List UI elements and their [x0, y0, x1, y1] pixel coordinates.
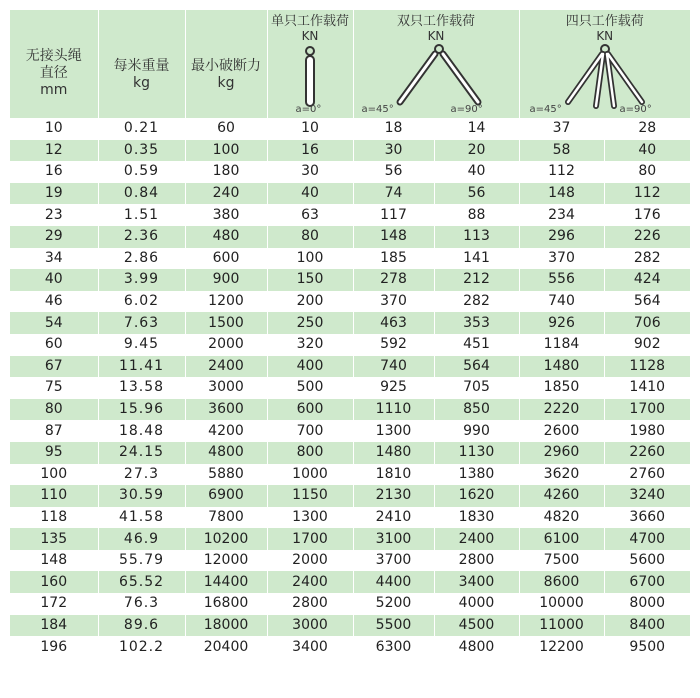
cell-breaking-force: 380 [185, 204, 267, 226]
angle-label-0: a=0° [295, 104, 322, 115]
cell-diameter: 95 [10, 442, 98, 464]
cell-diameter: 172 [10, 593, 98, 615]
cell-diameter: 29 [10, 226, 98, 248]
cell-diameter: 10 [10, 118, 98, 140]
table-row [10, 442, 690, 464]
cell-single-load: 1700 [267, 528, 353, 550]
cell-diameter: 46 [10, 291, 98, 313]
cell-quad-45: 3620 [519, 464, 604, 486]
cell-single-load: 1300 [267, 507, 353, 529]
table-row [10, 183, 690, 205]
cell-weight: 41.58 [98, 507, 185, 529]
header-breaking-unit: kg [217, 75, 235, 91]
cell-double-90: 850 [434, 399, 519, 421]
cell-quad-90: 1410 [604, 377, 690, 399]
cell-diameter: 110 [10, 485, 98, 507]
cell-diameter: 196 [10, 636, 98, 658]
cell-breaking-force: 1200 [185, 291, 267, 313]
cell-diameter: 19 [10, 183, 98, 205]
cell-quad-45: 58 [519, 140, 604, 162]
cell-quad-90: 3660 [604, 507, 690, 529]
cell-quad-45: 10000 [519, 593, 604, 615]
cell-single-load: 63 [267, 204, 353, 226]
cell-quad-45: 1480 [519, 356, 604, 378]
cell-breaking-force: 16800 [185, 593, 267, 615]
table-row [10, 161, 690, 183]
cell-diameter: 100 [10, 464, 98, 486]
cell-weight: 9.45 [98, 334, 185, 356]
cell-weight: 0.59 [98, 161, 185, 183]
cell-weight: 102.2 [98, 636, 185, 658]
cell-double-90: 1830 [434, 507, 519, 529]
cell-weight: 30.59 [98, 485, 185, 507]
cell-double-45: 5500 [353, 615, 434, 637]
table-row [10, 118, 690, 140]
cell-double-90: 282 [434, 291, 519, 313]
quad-sling-icon [560, 44, 650, 110]
cell-breaking-force: 2000 [185, 334, 267, 356]
cell-diameter: 75 [10, 377, 98, 399]
cell-diameter: 135 [10, 528, 98, 550]
header-single-title: 单只工作载荷 [270, 14, 349, 29]
cell-quad-45: 11000 [519, 615, 604, 637]
table-row [10, 269, 690, 291]
cell-single-load: 2000 [267, 550, 353, 572]
cell-quad-90: 8000 [604, 593, 690, 615]
cell-double-45: 30 [353, 140, 434, 162]
cell-breaking-force: 60 [185, 118, 267, 140]
cell-quad-45: 12200 [519, 636, 604, 658]
cell-double-90: 212 [434, 269, 519, 291]
header-weight-label: 每米重量 [113, 58, 170, 74]
cell-single-load: 30 [267, 161, 353, 183]
cell-double-90: 705 [434, 377, 519, 399]
cell-single-load: 600 [267, 399, 353, 421]
cell-single-load: 3000 [267, 615, 353, 637]
cell-double-90: 353 [434, 312, 519, 334]
cell-double-45: 3100 [353, 528, 434, 550]
cell-double-90: 113 [434, 226, 519, 248]
cell-double-45: 4400 [353, 571, 434, 593]
table-row [10, 248, 690, 270]
cell-single-load: 100 [267, 248, 353, 270]
table-row [10, 636, 690, 658]
cell-diameter: 60 [10, 334, 98, 356]
cell-quad-45: 4820 [519, 507, 604, 529]
cell-quad-45: 370 [519, 248, 604, 270]
cell-double-90: 14 [434, 118, 519, 140]
cell-double-45: 56 [353, 161, 434, 183]
cell-double-45: 3700 [353, 550, 434, 572]
cell-single-load: 2800 [267, 593, 353, 615]
cell-double-45: 740 [353, 356, 434, 378]
cell-weight: 76.3 [98, 593, 185, 615]
header-single-load [267, 10, 353, 118]
cell-double-90: 3400 [434, 571, 519, 593]
cell-quad-90: 80 [604, 161, 690, 183]
rope-spec-table [10, 10, 690, 658]
cell-single-load: 320 [267, 334, 353, 356]
cell-breaking-force: 480 [185, 226, 267, 248]
cell-quad-45: 1850 [519, 377, 604, 399]
cell-double-45: 5200 [353, 593, 434, 615]
cell-double-45: 370 [353, 291, 434, 313]
cell-double-45: 1480 [353, 442, 434, 464]
cell-quad-45: 112 [519, 161, 604, 183]
cell-double-45: 74 [353, 183, 434, 205]
cell-double-45: 592 [353, 334, 434, 356]
cell-double-90: 990 [434, 420, 519, 442]
cell-diameter: 40 [10, 269, 98, 291]
cell-double-90: 2400 [434, 528, 519, 550]
cell-weight: 3.99 [98, 269, 185, 291]
cell-single-load: 10 [267, 118, 353, 140]
cell-diameter: 54 [10, 312, 98, 334]
cell-diameter: 184 [10, 615, 98, 637]
cell-quad-45: 7500 [519, 550, 604, 572]
cell-breaking-force: 14400 [185, 571, 267, 593]
table-row [10, 334, 690, 356]
cell-quad-90: 8400 [604, 615, 690, 637]
header-diameter-line1: 无接头绳 [25, 48, 82, 64]
cell-diameter: 67 [10, 356, 98, 378]
cell-quad-90: 2260 [604, 442, 690, 464]
cell-quad-90: 176 [604, 204, 690, 226]
cell-weight: 65.52 [98, 571, 185, 593]
cell-double-90: 451 [434, 334, 519, 356]
header-weight [98, 10, 185, 118]
table-row [10, 399, 690, 421]
cell-quad-45: 4260 [519, 485, 604, 507]
cell-single-load: 200 [267, 291, 353, 313]
cell-double-45: 463 [353, 312, 434, 334]
cell-double-90: 40 [434, 161, 519, 183]
cell-weight: 46.9 [98, 528, 185, 550]
cell-diameter: 148 [10, 550, 98, 572]
header-breaking-label: 最小破断力 [191, 58, 261, 74]
header-double-title: 双只工作载荷 [396, 14, 475, 29]
cell-diameter: 118 [10, 507, 98, 529]
cell-single-load: 700 [267, 420, 353, 442]
cell-breaking-force: 240 [185, 183, 267, 205]
header-quad-load [519, 10, 690, 118]
cell-double-45: 925 [353, 377, 434, 399]
cell-breaking-force: 1500 [185, 312, 267, 334]
cell-double-45: 117 [353, 204, 434, 226]
cell-breaking-force: 4800 [185, 442, 267, 464]
cell-quad-45: 296 [519, 226, 604, 248]
cell-quad-90: 424 [604, 269, 690, 291]
cell-quad-45: 926 [519, 312, 604, 334]
cell-quad-45: 37 [519, 118, 604, 140]
cell-double-90: 4800 [434, 636, 519, 658]
header-row [10, 10, 690, 118]
cell-breaking-force: 100 [185, 140, 267, 162]
cell-diameter: 34 [10, 248, 98, 270]
cell-breaking-force: 20400 [185, 636, 267, 658]
cell-double-45: 148 [353, 226, 434, 248]
header-single-unit: KN [301, 29, 319, 43]
cell-weight: 13.58 [98, 377, 185, 399]
table-row [10, 204, 690, 226]
cell-weight: 89.6 [98, 615, 185, 637]
cell-breaking-force: 5880 [185, 464, 267, 486]
cell-weight: 2.86 [98, 248, 185, 270]
cell-quad-90: 4700 [604, 528, 690, 550]
cell-double-90: 4000 [434, 593, 519, 615]
table-row [10, 140, 690, 162]
angle-label-double-90: a=90° [450, 104, 483, 115]
double-sling-icon [394, 44, 484, 110]
table-row [10, 291, 690, 313]
cell-quad-45: 556 [519, 269, 604, 291]
cell-double-45: 2410 [353, 507, 434, 529]
cell-single-load: 3400 [267, 636, 353, 658]
header-double-load [353, 10, 519, 118]
cell-quad-45: 1184 [519, 334, 604, 356]
cell-quad-90: 40 [604, 140, 690, 162]
cell-double-90: 1620 [434, 485, 519, 507]
cell-breaking-force: 2400 [185, 356, 267, 378]
cell-double-45: 2130 [353, 485, 434, 507]
cell-single-load: 400 [267, 356, 353, 378]
cell-single-load: 800 [267, 442, 353, 464]
cell-double-45: 1110 [353, 399, 434, 421]
cell-single-load: 1000 [267, 464, 353, 486]
table-row [10, 615, 690, 637]
cell-single-load: 500 [267, 377, 353, 399]
cell-weight: 55.79 [98, 550, 185, 572]
cell-weight: 2.36 [98, 226, 185, 248]
cell-diameter: 23 [10, 204, 98, 226]
cell-weight: 11.41 [98, 356, 185, 378]
cell-double-90: 1380 [434, 464, 519, 486]
single-sling-icon [302, 46, 318, 108]
table-row [10, 420, 690, 442]
cell-weight: 0.35 [98, 140, 185, 162]
cell-breaking-force: 3000 [185, 377, 267, 399]
cell-quad-90: 282 [604, 248, 690, 270]
cell-weight: 27.3 [98, 464, 185, 486]
angle-label-quad-45: a=45° [529, 104, 562, 115]
cell-breaking-force: 600 [185, 248, 267, 270]
cell-quad-45: 8600 [519, 571, 604, 593]
cell-diameter: 80 [10, 399, 98, 421]
cell-double-90: 2800 [434, 550, 519, 572]
cell-quad-45: 6100 [519, 528, 604, 550]
cell-quad-45: 2960 [519, 442, 604, 464]
cell-quad-45: 148 [519, 183, 604, 205]
cell-quad-45: 740 [519, 291, 604, 313]
cell-single-load: 80 [267, 226, 353, 248]
angle-label-double-45: a=45° [361, 104, 394, 115]
cell-quad-90: 1128 [604, 356, 690, 378]
table-row [10, 571, 690, 593]
cell-quad-90: 706 [604, 312, 690, 334]
cell-single-load: 2400 [267, 571, 353, 593]
table-row [10, 312, 690, 334]
cell-breaking-force: 900 [185, 269, 267, 291]
cell-quad-90: 2760 [604, 464, 690, 486]
cell-diameter: 87 [10, 420, 98, 442]
cell-double-45: 185 [353, 248, 434, 270]
cell-double-90: 1130 [434, 442, 519, 464]
cell-breaking-force: 18000 [185, 615, 267, 637]
cell-breaking-force: 180 [185, 161, 267, 183]
cell-double-45: 1810 [353, 464, 434, 486]
cell-double-45: 1300 [353, 420, 434, 442]
cell-breaking-force: 6900 [185, 485, 267, 507]
cell-single-load: 150 [267, 269, 353, 291]
cell-breaking-force: 12000 [185, 550, 267, 572]
cell-breaking-force: 7800 [185, 507, 267, 529]
header-weight-unit: kg [133, 75, 150, 91]
cell-double-45: 278 [353, 269, 434, 291]
table-row [10, 550, 690, 572]
cell-breaking-force: 3600 [185, 399, 267, 421]
cell-weight: 24.15 [98, 442, 185, 464]
angle-label-quad-90: a=90° [619, 104, 652, 115]
cell-weight: 0.21 [98, 118, 185, 140]
table-row [10, 356, 690, 378]
cell-quad-45: 234 [519, 204, 604, 226]
cell-double-90: 141 [434, 248, 519, 270]
cell-weight: 0.84 [98, 183, 185, 205]
header-diameter-line2: 直径 [39, 65, 68, 81]
table-row [10, 226, 690, 248]
header-quad-title: 四只工作载荷 [565, 14, 644, 29]
cell-single-load: 250 [267, 312, 353, 334]
cell-quad-45: 2600 [519, 420, 604, 442]
cell-quad-90: 3240 [604, 485, 690, 507]
cell-double-45: 6300 [353, 636, 434, 658]
header-diameter-unit: mm [40, 82, 68, 98]
cell-quad-90: 9500 [604, 636, 690, 658]
cell-quad-90: 28 [604, 118, 690, 140]
cell-diameter: 12 [10, 140, 98, 162]
header-breaking-force [185, 10, 267, 118]
cell-double-90: 564 [434, 356, 519, 378]
cell-diameter: 16 [10, 161, 98, 183]
cell-weight: 18.48 [98, 420, 185, 442]
header-diameter [10, 10, 98, 118]
table-row [10, 507, 690, 529]
table-row [10, 377, 690, 399]
table-row [10, 464, 690, 486]
cell-breaking-force: 4200 [185, 420, 267, 442]
cell-double-90: 88 [434, 204, 519, 226]
cell-quad-45: 2220 [519, 399, 604, 421]
cell-quad-90: 5600 [604, 550, 690, 572]
header-double-unit: KN [427, 29, 445, 43]
cell-double-90: 20 [434, 140, 519, 162]
header-quad-unit: KN [596, 29, 614, 43]
cell-quad-90: 564 [604, 291, 690, 313]
cell-quad-90: 226 [604, 226, 690, 248]
table-row [10, 593, 690, 615]
cell-quad-90: 112 [604, 183, 690, 205]
cell-double-90: 4500 [434, 615, 519, 637]
cell-single-load: 1150 [267, 485, 353, 507]
cell-single-load: 40 [267, 183, 353, 205]
cell-breaking-force: 10200 [185, 528, 267, 550]
cell-weight: 6.02 [98, 291, 185, 313]
cell-weight: 15.96 [98, 399, 185, 421]
cell-weight: 7.63 [98, 312, 185, 334]
cell-weight: 1.51 [98, 204, 185, 226]
table-row [10, 485, 690, 507]
cell-diameter: 160 [10, 571, 98, 593]
cell-quad-90: 1700 [604, 399, 690, 421]
cell-double-90: 56 [434, 183, 519, 205]
cell-quad-90: 1980 [604, 420, 690, 442]
cell-single-load: 16 [267, 140, 353, 162]
table-body [10, 118, 690, 658]
cell-quad-90: 6700 [604, 571, 690, 593]
table-row [10, 528, 690, 550]
cell-double-45: 18 [353, 118, 434, 140]
cell-quad-90: 902 [604, 334, 690, 356]
